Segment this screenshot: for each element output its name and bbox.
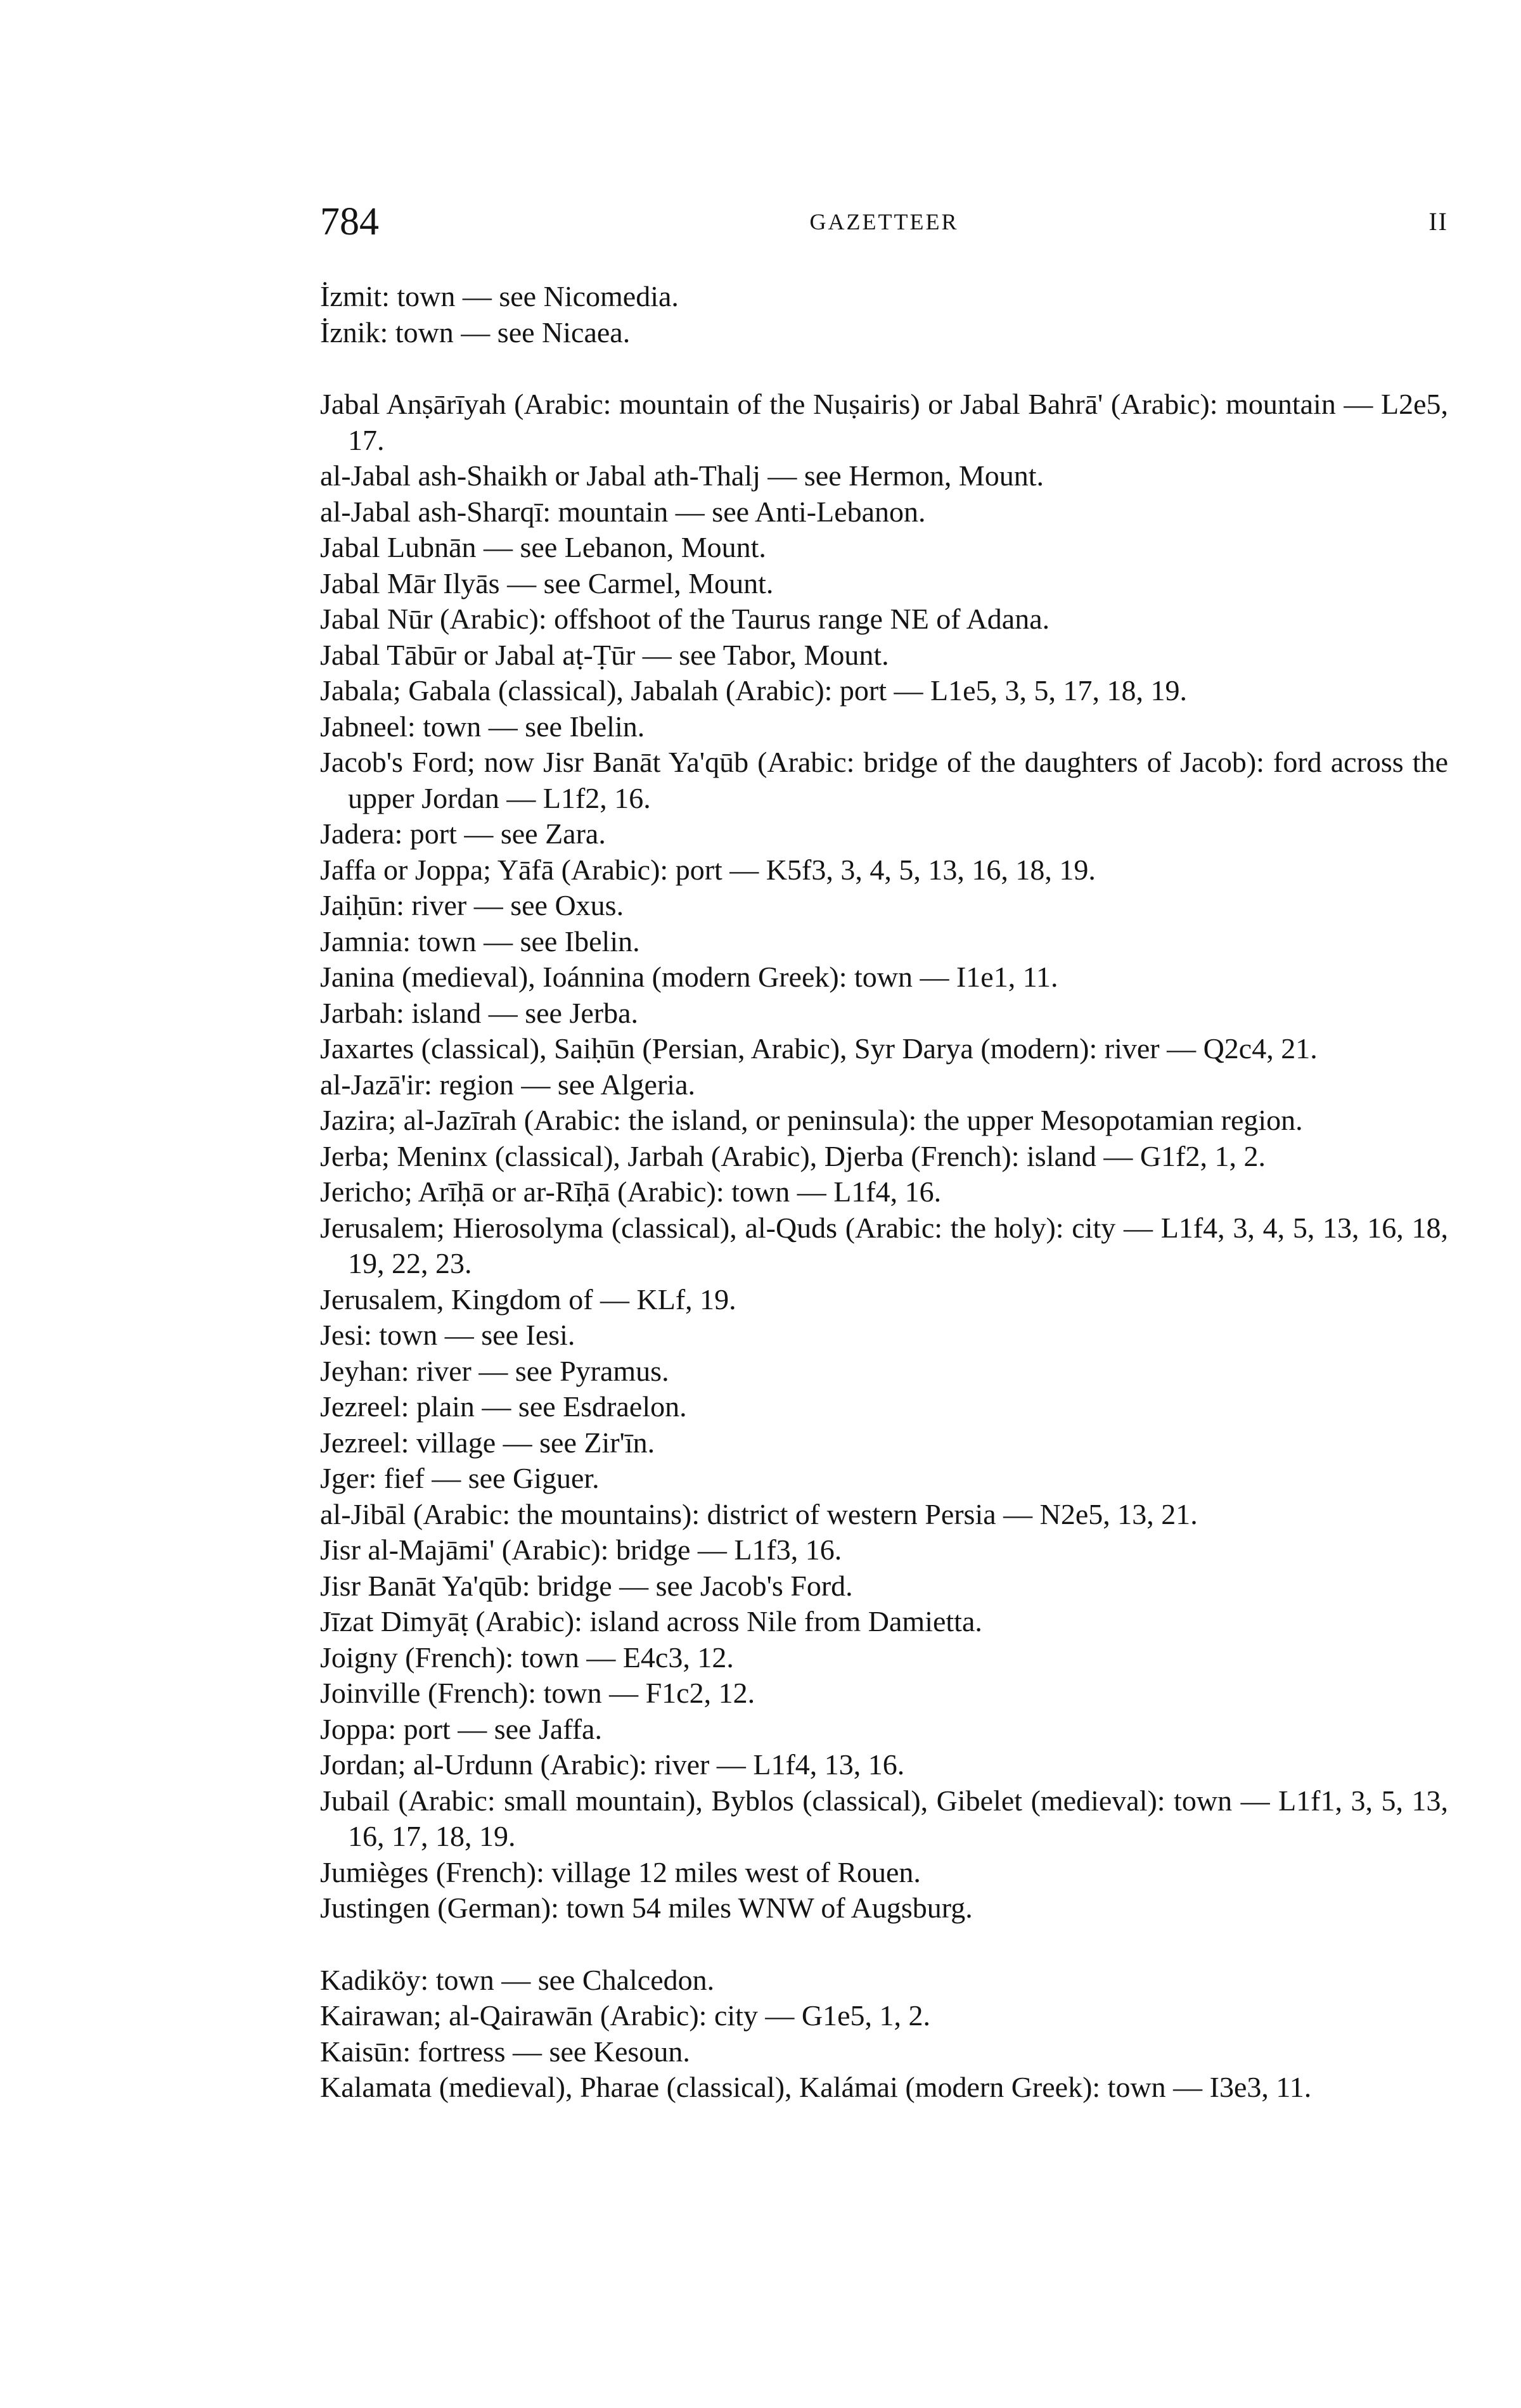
gazetteer-entry: Kadiköy: town — see Chalcedon. [320,1963,715,1996]
gazetteer-entry: Jumièges (French): village 12 miles west of Rouen. [320,1855,921,1888]
gazetteer-entry: Jericho; Arīḥā or ar-Rīḥā (Arabic): town — L1f4, 16. [320,1175,942,1208]
gazetteer-entry: Jezreel: plain — see Esdraelon. [320,1390,687,1423]
gazetteer-entry: Jīzat Dimyāṭ (Arabic): island across Nile from Damietta. [320,1605,982,1637]
gazetteer-entry: Kairawan; al-Qairawān (Arabic): city — G1e5, 1, 2. [320,1999,931,2032]
page-header [320,196,1448,247]
gazetteer-entry: Jeyhan: river — see Pyramus. [320,1354,669,1387]
section-i [320,279,1448,350]
gazetteer-entry: Jadera: port — see Zara. [320,817,606,850]
gazetteer-entry: Jabal Anṣārīyah (Arabic: mountain of the Nuṣairis) or Jabal Bahrā' (Arabic): mountain — L2e5, 17. [320,388,1448,456]
gazetteer-entry: Jubail (Arabic: small mountain), Byblos (classical), Gibelet (medieval): town — L1f1, 3, 5, 13, 16, 17, 18, 19. [320,1784,1448,1852]
gazetteer-entry: Jordan; al-Urdunn (Arabic): river — L1f4, 13, 16. [320,1748,905,1781]
gazetteer-entry: Kalamata (medieval), Pharae (classical), Kalámai (modern Greek): town — I3e3, 11. [320,2071,1312,2103]
gazetteer-entry: Jabal Lubnān — see Lebanon, Mount. [320,531,766,563]
gazetteer-entry: Jaxartes (classical), Saiḥūn (Persian, Arabic), Syr Darya (modern): river — Q2c4, 21. [320,1032,1318,1065]
page-number: 784 [320,200,379,243]
gazetteer-entry: Joigny (French): town — E4c3, 12. [320,1641,734,1674]
running-title: GAZETTEER [809,209,959,234]
gazetteer-entry: Jisr al-Majāmi' (Arabic): bridge — L1f3, 16. [320,1534,842,1566]
gazetteer-entry: Kaisūn: fortress — see Kesoun. [320,2035,690,2068]
gazetteer-entry: Justingen (German): town 54 miles WNW of Augsburg. [320,1892,973,1924]
volume-number: II [1428,207,1448,236]
gazetteer-entry: al-Jabal ash-Sharqī: mountain — see Anti-Lebanon. [320,495,926,528]
gazetteer-entry: Jerusalem; Hierosolyma (classical), al-Quds (Arabic: the holy): city — L1f4, 3, 4, 5, 13, 16, 18, 19, 22, 23. [320,1211,1448,1279]
gazetteer-entry: İzmit: town — see Nicomedia. [320,280,679,312]
gazetteer-entry: Jabala; Gabala (classical), Jabalah (Arabic): port — L1e5, 3, 5, 17, 18, 19. [320,674,1188,707]
gazetteer-entry: Jaiḥūn: river — see Oxus. [320,889,624,921]
gazetteer-entry: al-Jabal ash-Shaikh or Jabal ath-Thalj — see Hermon, Mount. [320,459,1044,492]
gazetteer-entry: Jabal Nūr (Arabic): offshoot of the Taurus range NE of Adana. [320,603,1050,635]
gazetteer-entry: Joppa: port — see Jaffa. [320,1712,602,1745]
gazetteer-entry: Jisr Banāt Ya'qūb: bridge — see Jacob's Ford. [320,1569,853,1602]
gazetteer-entry: Jerusalem, Kingdom of — KLf, 19. [320,1283,736,1316]
gazetteer-entry: Jazira; al-Jazīrah (Arabic: the island, or peninsula): the upper Mesopotamian region. [320,1104,1303,1136]
gazetteer-entry: al-Jazā'ir: region — see Algeria. [320,1068,695,1101]
section-j [320,387,1448,1926]
gazetteer-entry: Jerba; Meninx (classical), Jarbah (Arabic), Djerba (French): island — G1f2, 1, 2. [320,1139,1266,1172]
gazetteer-entry: Jger: fief — see Giguer. [320,1462,600,1494]
gazetteer-entry: Jezreel: village — see Zir'īn. [320,1426,655,1459]
section-k [320,1963,1448,2106]
gazetteer-entry: Jabal Tābūr or Jabal aṭ-Ṭūr — see Tabor, Mount. [320,638,889,671]
gazetteer-entry: Joinville (French): town — F1c2, 12. [320,1677,755,1709]
gazetteer-entry: Jabal Mār Ilyās — see Carmel, Mount. [320,567,774,599]
gazetteer-entry: Jabneel: town — see Ibelin. [320,710,645,743]
gazetteer-entry: Jaffa or Joppa; Yāfā (Arabic): port — K5f3, 3, 4, 5, 13, 16, 18, 19. [320,853,1096,886]
gazetteer-entry: Jesi: town — see Iesi. [320,1319,575,1351]
gazetteer-entry: Jamnia: town — see Ibelin. [320,925,640,957]
gazetteer-entry: Jarbah: island — see Jerba. [320,996,639,1029]
gazetteer-entries [320,279,1448,2142]
gazetteer-entry: Janina (medieval), Ioánnina (modern Greek): town — I1e1, 11. [320,961,1058,993]
gazetteer-entry: İznik: town — see Nicaea. [320,316,631,349]
gazetteer-entry: al-Jibāl (Arabic: the mountains): district of western Persia — N2e5, 13, 21. [320,1497,1198,1530]
gazetteer-entry: Jacob's Ford; now Jisr Banāt Ya'qūb (Arabic: bridge of the daughters of Jacob): ford across the upper Jordan — L1f2, 16. [320,746,1448,814]
